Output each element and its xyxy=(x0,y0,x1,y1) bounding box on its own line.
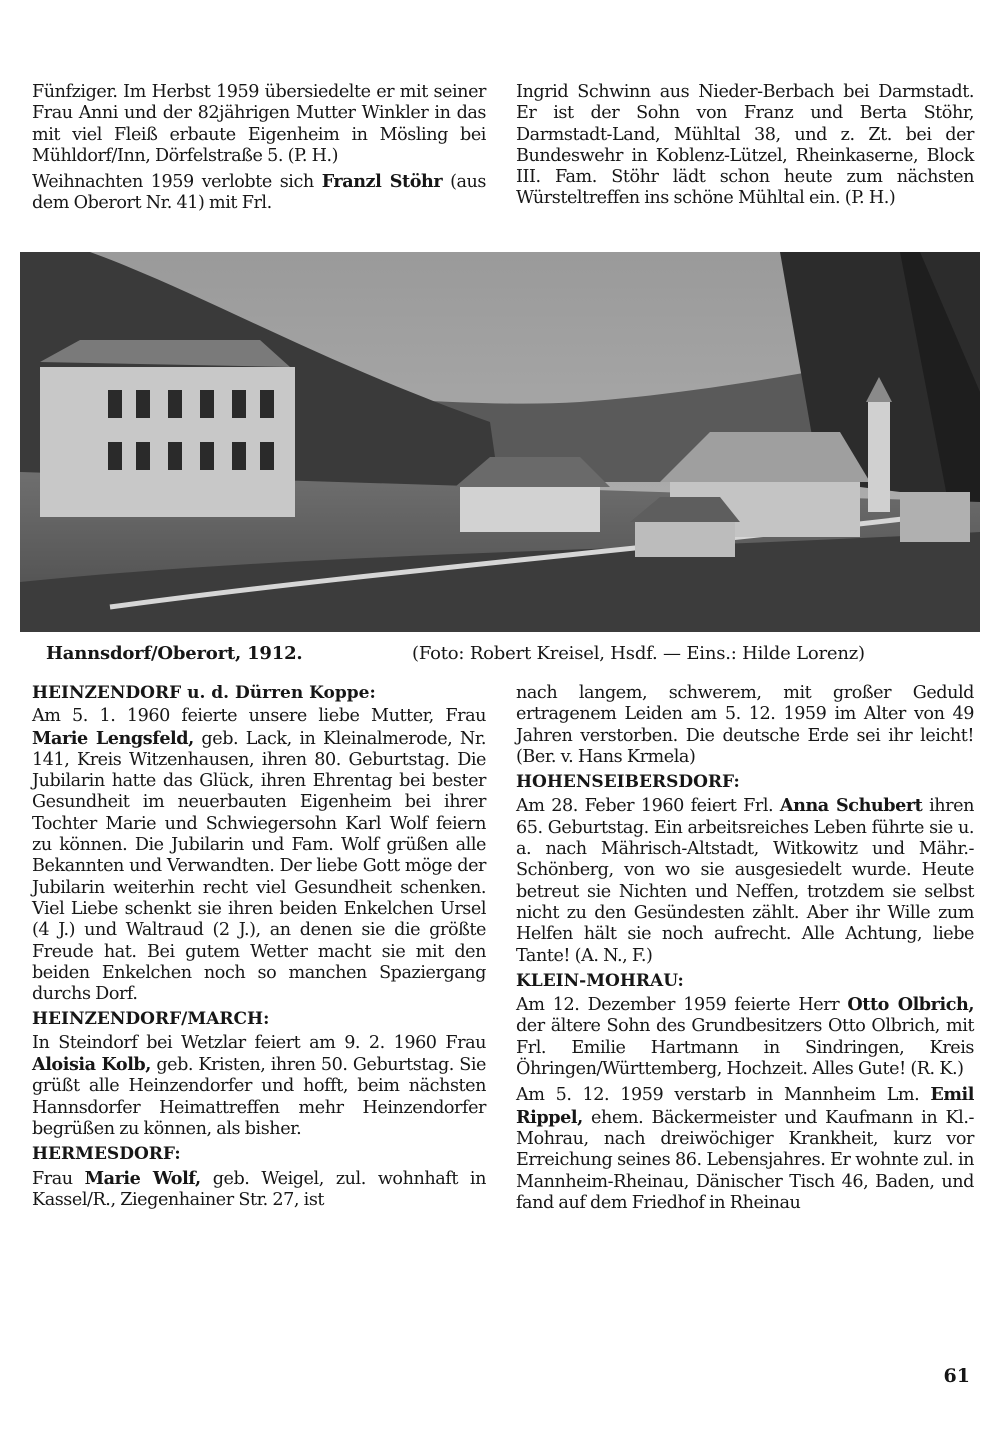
paragraph: nach langem, schwerem, mit großer Geduld ertragenem Leiden am 5. 12. 1959 im Alter von 49 Jahren verstorben. Die deutsche Erde sei ihr leicht! (Ber. v. Hans Krmela) xyxy=(516,683,974,767)
paragraph xyxy=(32,171,486,215)
text: geb. Kristen, ihren 50. Geburtstag. Sie grüßt alle Heinzendorfer und hofft, beim nächsten Hannsdorfer Heimattreffen mehr Heinzendorfer begrüßen zu können, als bisher. xyxy=(32,1055,486,1139)
text: Am 28. Feber 1960 feiert Frl. xyxy=(516,796,774,817)
page-number: 61 xyxy=(943,1365,970,1387)
paragraph xyxy=(32,706,486,1005)
paragraph xyxy=(516,795,974,966)
section-heading: HERMESDORF: xyxy=(32,1144,181,1165)
paragraph: Fünfziger. Im Herbst 1959 übersiedelte er mit seiner Frau Anni und der 82jährigen Mutter Winkler in das mit viel Fleiß erbaute Eigenheim in Mösling bei Mühldorf/Inn, Dörfelstraße 5. (P. H.) xyxy=(32,82,486,166)
text: (aus dem Oberort Nr. 41) mit Frl. xyxy=(32,172,486,214)
section-heading: KLEIN-MOHRAU: xyxy=(516,970,684,991)
village-photo xyxy=(20,252,980,632)
person-name: Otto Olbrich, xyxy=(847,994,974,1016)
person-name: Anna Schubert xyxy=(779,795,923,817)
text: Am 5. 1. 1960 feierte unsere liebe Mutter, Frau xyxy=(32,706,486,727)
person-name: Marie Wolf, xyxy=(84,1167,201,1189)
text: ihren 65. Geburtstag. Ein arbeitsreiches Leben führte sie u. a. nach Mährisch-Altstadt, Witkowitz und Mähr.-Schönberg, von wo sie ausgesiedelt wurde. Heute betreut sie Nichten und Neffen, trotzdem sie selbst nicht zu den Gesündesten zählt. Aber ihr Wille zum Helfen hält sie noch aufrecht. Alle Achtung, liebe Tante! (A. N., F.) xyxy=(516,796,974,966)
text: In Steindorf bei Wetzlar feiert am 9. 2. 1960 Frau xyxy=(32,1032,486,1053)
person-name: Franzl Stöhr xyxy=(321,171,443,193)
photo xyxy=(20,252,980,632)
paragraph: Ingrid Schwinn aus Nieder-Berbach bei Darmstadt. Er ist der Sohn von Franz und Berta Stöhr, Darmstadt-Land, Mühltal 38, und z. Zt. bei der Bundeswehr in Koblenz-Lützel, Rheinkaserne, Block III. Fam. Stöhr lädt schon heute zum nächsten Würsteltreffen ins schöne Mühltal ein. (P. H.) xyxy=(516,82,974,209)
text: geb. Lack, in Kleinalmerode, Nr. 141, Kreis Witzenhausen, ihren 80. Geburtstag. Die Jubilarin hatte das Glück, ihren Ehrentag bei bester Gesundheit im neuerbauten Eigenheim bei ihrer Tochter Marie und Schwiegersohn Karl Wolf feiern zu können. Die Jubilarin und Fam. Wolf grüßen alle Bekannten und Verwandten. Der liebe Gott möge der Jubilarin weiterhin recht viel Gesundheit schenken. Viel Liebe schenkt sie ihren beiden Enkelchen Ursel (4 J.) und Waltraud (2 J.), an denen sie die größte Freude hat. Bei gutem Wetter macht sie mit den beiden Enkelchen noch so manchen Spaziergang durchs Dorf. xyxy=(32,728,486,1005)
paragraph xyxy=(32,1033,486,1140)
text: Am 5. 12. 1959 verstarb in Mannheim Lm. xyxy=(516,1085,920,1106)
bottom-left-column xyxy=(32,683,486,1215)
section-heading: HOHENSEIBERSDORF: xyxy=(516,772,740,793)
person-name: Emil Rippel, xyxy=(516,1084,974,1128)
person-name: Marie Lengsfeld, xyxy=(32,727,194,749)
paragraph xyxy=(516,994,974,1080)
paragraph xyxy=(32,1168,486,1212)
person-name: Aloisia Kolb, xyxy=(32,1054,151,1076)
text: Am 12. Dezember 1959 feierte Herr xyxy=(516,995,840,1016)
bottom-right-column xyxy=(516,683,974,1218)
section-heading: HEINZENDORF/MARCH: xyxy=(32,1009,270,1030)
text: geb. Weigel, zul. wohnhaft in Kassel/R., Ziegenhainer Str. 27, ist xyxy=(32,1168,486,1210)
photo-caption-credit: (Foto: Robert Kreisel, Hsdf. — Eins.: Hilde Lorenz) xyxy=(412,643,865,664)
text: der ältere Sohn des Grundbesitzers Otto Olbrich, mit Frl. Emilie Hartmann in Sindringen, Kreis Öhringen/Württemberg, Hochzeit. Alles Gute! (R. K.) xyxy=(516,1016,974,1080)
top-right-column xyxy=(516,82,974,214)
text: ehem. Bäckermeister und Kaufmann in Kl.-Mohrau, nach dreiwöchiger Krankheit, kurz vor Erreichung seines 86. Lebensjahres. Er wohnte zul. in Mannheim-Rheinau, Dänischer Tisch 46, Baden, und fand auf dem Friedhof in Rheinau xyxy=(516,1107,974,1213)
text: Weihnachten 1959 verlobte sich xyxy=(32,172,314,193)
top-left-column xyxy=(32,82,486,219)
photo-caption-title: Hannsdorf/Oberort, 1912. xyxy=(46,643,303,664)
paragraph xyxy=(516,1084,974,1214)
section-heading: HEINZENDORF u. d. Dürren Koppe: xyxy=(32,683,376,703)
text: Frau xyxy=(32,1168,73,1189)
